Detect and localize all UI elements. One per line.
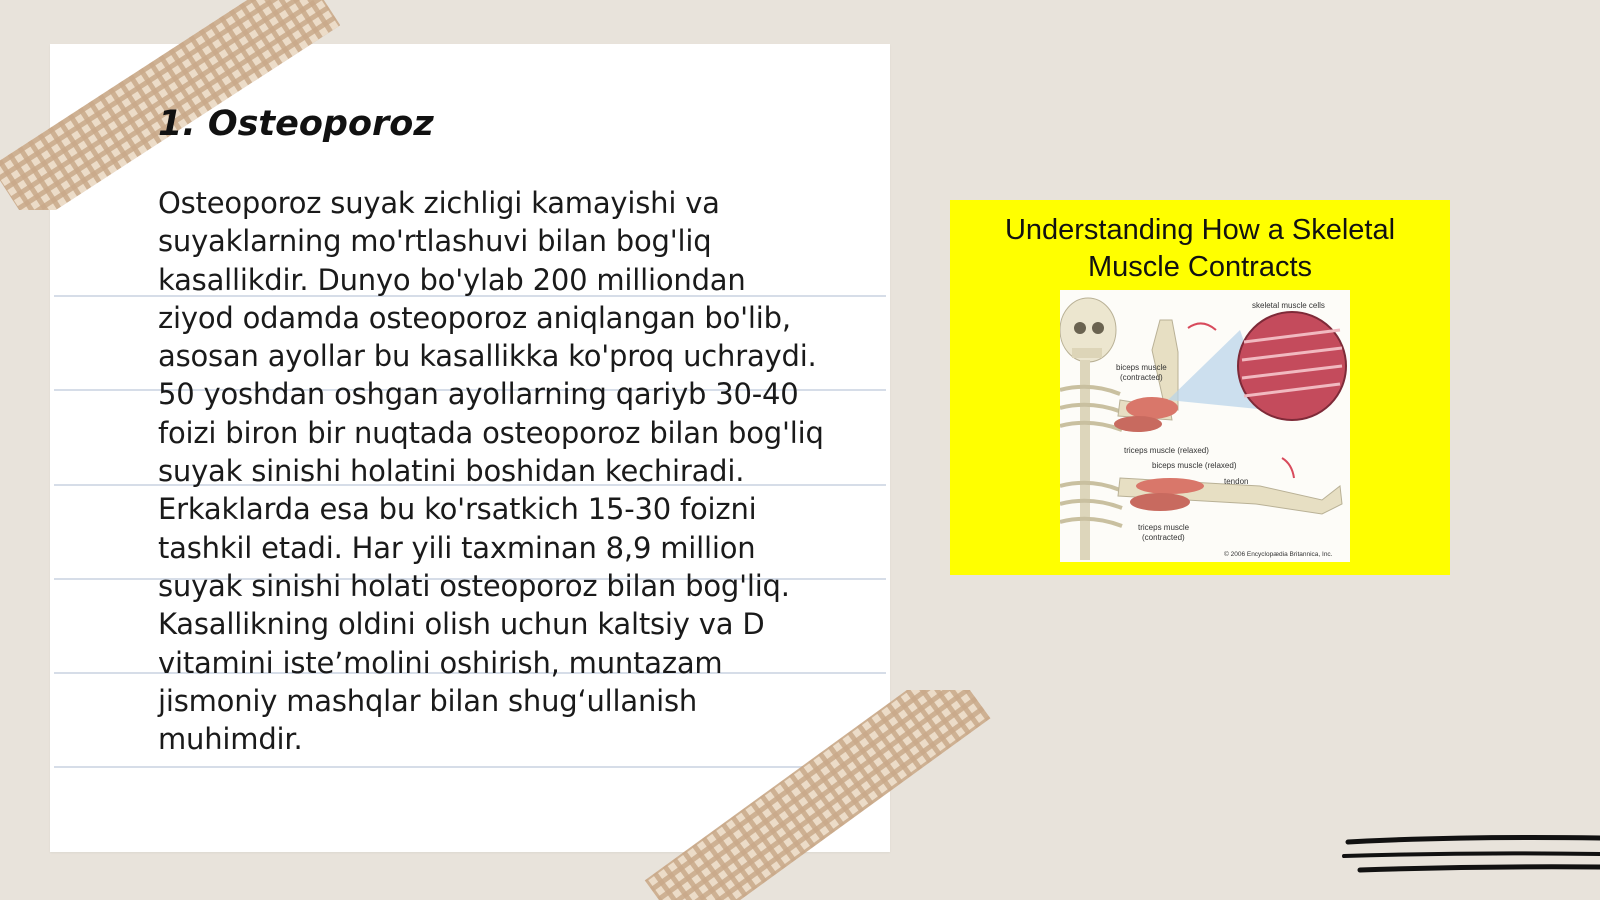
skeletal-arm-illustration (1060, 290, 1350, 562)
slide-body-text: Osteoporoz suyak zichligi kamayishi va suyaklarning mo'rtlashuvi bilan bog'liq kasallikdir. Dunyo bo'ylab 200 milliondan ziyod odamda osteoporoz aniqlangan bo'lib, asosan ayollar bu kasallikka ko'proq uchraydi. 50 yoshdan oshgan ayollarning qariyb 30-40 foizi biron bir nuqtada osteoporoz bilan bog'liq suyak sinishi holatini boshidan kechiradi. Erkaklarda esa bu ko'rsatkich 15-30 foizni tashkil etadi. Har yili taxminan 8,9 million suyak sinishi holati osteoporoz bilan bog'liq. Kasallikning oldini olish uchun kaltsiy va D vitamini iste’molini oshirish, muntazam jismoniy mashqlar bilan shug‘ullanish muhimdir. (158, 186, 824, 757)
washi-tape-bottom (640, 690, 1000, 900)
label-triceps-contracted: triceps muscle (1138, 523, 1190, 532)
figure-credit: © 2006 Encyclopædia Britannica, Inc. (1224, 551, 1333, 558)
figure-title (950, 212, 1450, 286)
label-biceps-relaxed: biceps muscle (relaxed) (1152, 461, 1237, 470)
muscle-illustration (1060, 290, 1350, 562)
label-triceps-contracted-sub: (contracted) (1142, 533, 1185, 542)
muscle-diagram-figure (950, 200, 1450, 575)
decorative-marker-strokes (1340, 830, 1600, 880)
label-skeletal-muscle-cells: skeletal muscle cells (1252, 301, 1325, 310)
figure-title-line-1: Understanding How a Skeletal (1004, 214, 1396, 246)
figure-title-line-2: Muscle Contracts (1087, 251, 1312, 283)
label-triceps-relaxed: triceps muscle (relaxed) (1124, 446, 1209, 455)
label-biceps-contracted: biceps muscle (1116, 363, 1167, 372)
slide-title: 1. Osteoporoz (158, 104, 434, 144)
label-tendon: tendon (1224, 477, 1249, 486)
label-biceps-contracted-sub: (contracted) (1120, 373, 1163, 382)
